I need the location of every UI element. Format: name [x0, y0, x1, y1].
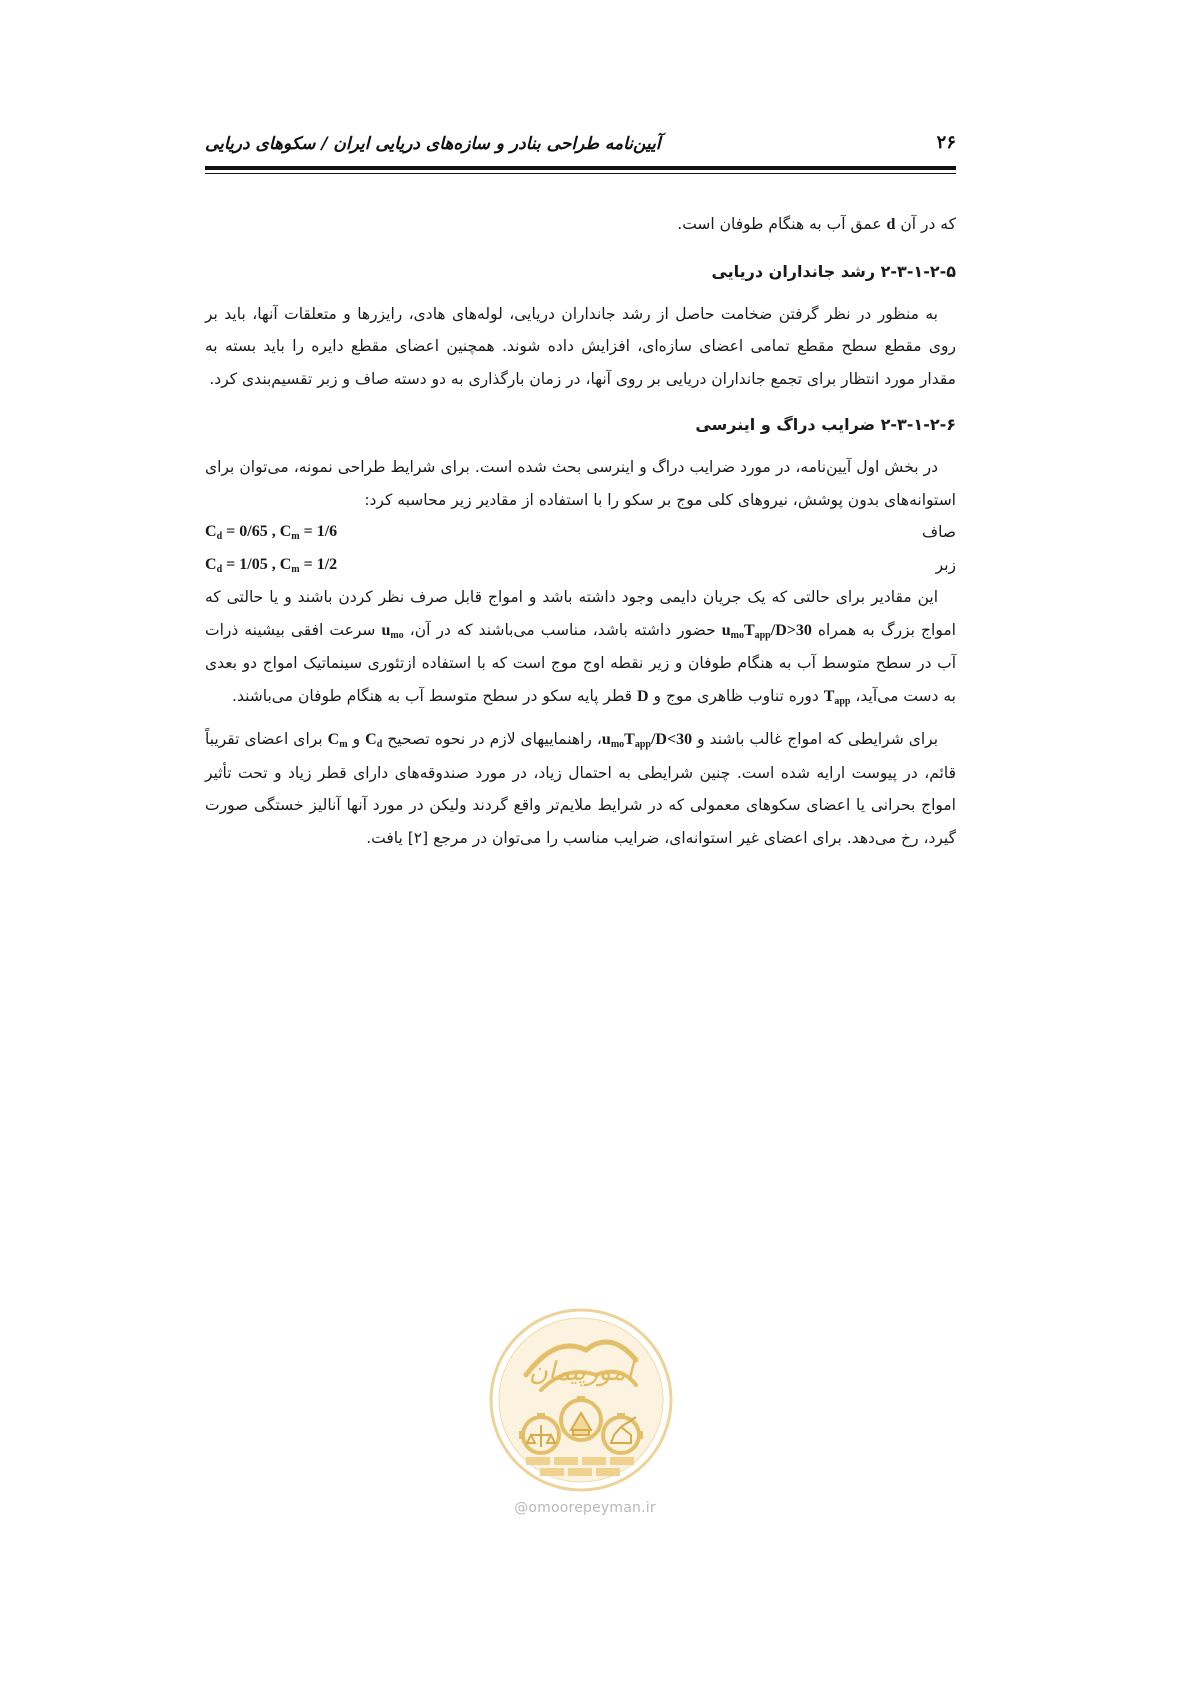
- intro-line: که در آن d عمق آب به هنگام طوفان است.: [677, 215, 956, 233]
- paragraph-dominant-waves: برای شرایطی که امواج غالب باشند و $u_{mo}T_{app}/D<30،$ راهنماییهای لازم در نحوه تصحیح $C_d$ و $C_m$ برای اعضای تقریباً قائم، در پیوست ارایه شده است. چنین شرایطی به احتمال زیاد، در مورد صندوقه‌های دارای قطر زیاد و تحت تأثیر امواج بحرانی یا اعضای سکوهای معمولی که در شرایط ملایم‌تر واقع گردند ولیکن در مورد آنها آنالیز خستگی صورت گیرد، رخ می‌دهد. برای اعضای غیر استوانه‌ای، ضرایب مناسب را می‌توان در مرجع [۲] یافت.: [205, 730, 956, 847]
- section-heading-marine-growth: ۲-۳-۱-۲-۵ رشد جانداران دریایی: [711, 261, 956, 281]
- publisher-logo: [486, 1305, 676, 1495]
- symbol-umo: $u_{mo}$: [381, 621, 404, 641]
- symbol-cm: $C_m$: [327, 731, 348, 750]
- formula-label-rough: زبر: [935, 555, 956, 574]
- page-number: ۲۶: [936, 132, 956, 153]
- symbol-tapp: $T_{app}$: [823, 687, 851, 707]
- page-header: [205, 126, 956, 160]
- page-body: [205, 208, 956, 854]
- condition-less-30: $u_{mo}T_{app}/D<30$: [601, 731, 693, 750]
- logo-url: @omoorepeyman.ir: [514, 1500, 656, 1516]
- formula-smooth: $C_d = 0/65$ , $C_m = 1/6$: [205, 523, 338, 542]
- paragraph-wave-conditions: این مقادیر برای حالتی که یک جریان دایمی وجود داشته باشد و امواج قابل صرف نظر کردن باشند و یا حالتی که امواج بزرگ به همراه $u_{mo}T_{app}/D>30$ حضور داشته باشد، مناسب می‌باشند که در آن، $u_{mo}$ سرعت افقی بیشینه ذرات آب در سطح متوسط آب به هنگام طوفان و زیر نقطه اوج موج است که با استفاده ازتئوری سینماتیک امواج دو بعدی به دست می‌آید، $T_{app}$ دوره تناوب ظاهری موج و D قطر پایه سکو در سطح متوسط آب به هنگام طوفان می‌باشند.: [205, 588, 956, 707]
- condition-greater-30: $u_{mo}T_{app}/D>30$: [721, 621, 812, 641]
- paragraph-drag-inertia: در بخش اول آیین‌نامه، در مورد ضرایب دراگ و اینرسی بحث شده است. برای شرایط طراحی نمونه، می‌توان برای استوانه‌های بدون پوشش، نیروهای کلی موج بر سکو را با استفاده از مقادیر زیر محاسبه کرد:: [205, 458, 956, 509]
- header-rule-thick: [205, 166, 956, 170]
- section-heading-drag-inertia: ۲-۳-۱-۲-۶ ضرایب دراگ و اینرسی: [695, 415, 956, 434]
- at-icon: @: [514, 1500, 529, 1516]
- formula-row-smooth: [205, 516, 956, 549]
- symbol-cd: $C_d$: [365, 731, 383, 750]
- formula-label-smooth: صاف: [922, 523, 956, 541]
- running-title: آیین‌نامه طراحی بنادر و سازه‌های دریایی ایران / سکوهای دریایی: [205, 134, 661, 154]
- formula-row-rough: [205, 549, 956, 582]
- formula-rough: $C_d = 1/05$ , $C_m = 1/2$: [205, 555, 338, 575]
- symbol-d: d: [886, 216, 896, 233]
- symbol-D: D: [637, 687, 649, 705]
- paragraph-marine-growth: به منظور در نظر گرفتن ضخامت حاصل از رشد جانداران دریایی، لوله‌های هادی، رایزرها و متعلقات آنها، باید بر روی مقطع سطح مقطع تمامی اعضای سازه‌ای، افزایش داده شوند. همچنین اعضای مقطع دایره را باید بسته به مقدار مورد انتظار برای تجمع جانداران دریایی بر روی آنها، در زمان بارگذاری به دو دسته صاف و زبر تقسیم‌بندی کرد.: [205, 304, 956, 388]
- header-rule-thin: [205, 173, 956, 174]
- logo-calligraphy: امورپیمان: [528, 1357, 634, 1387]
